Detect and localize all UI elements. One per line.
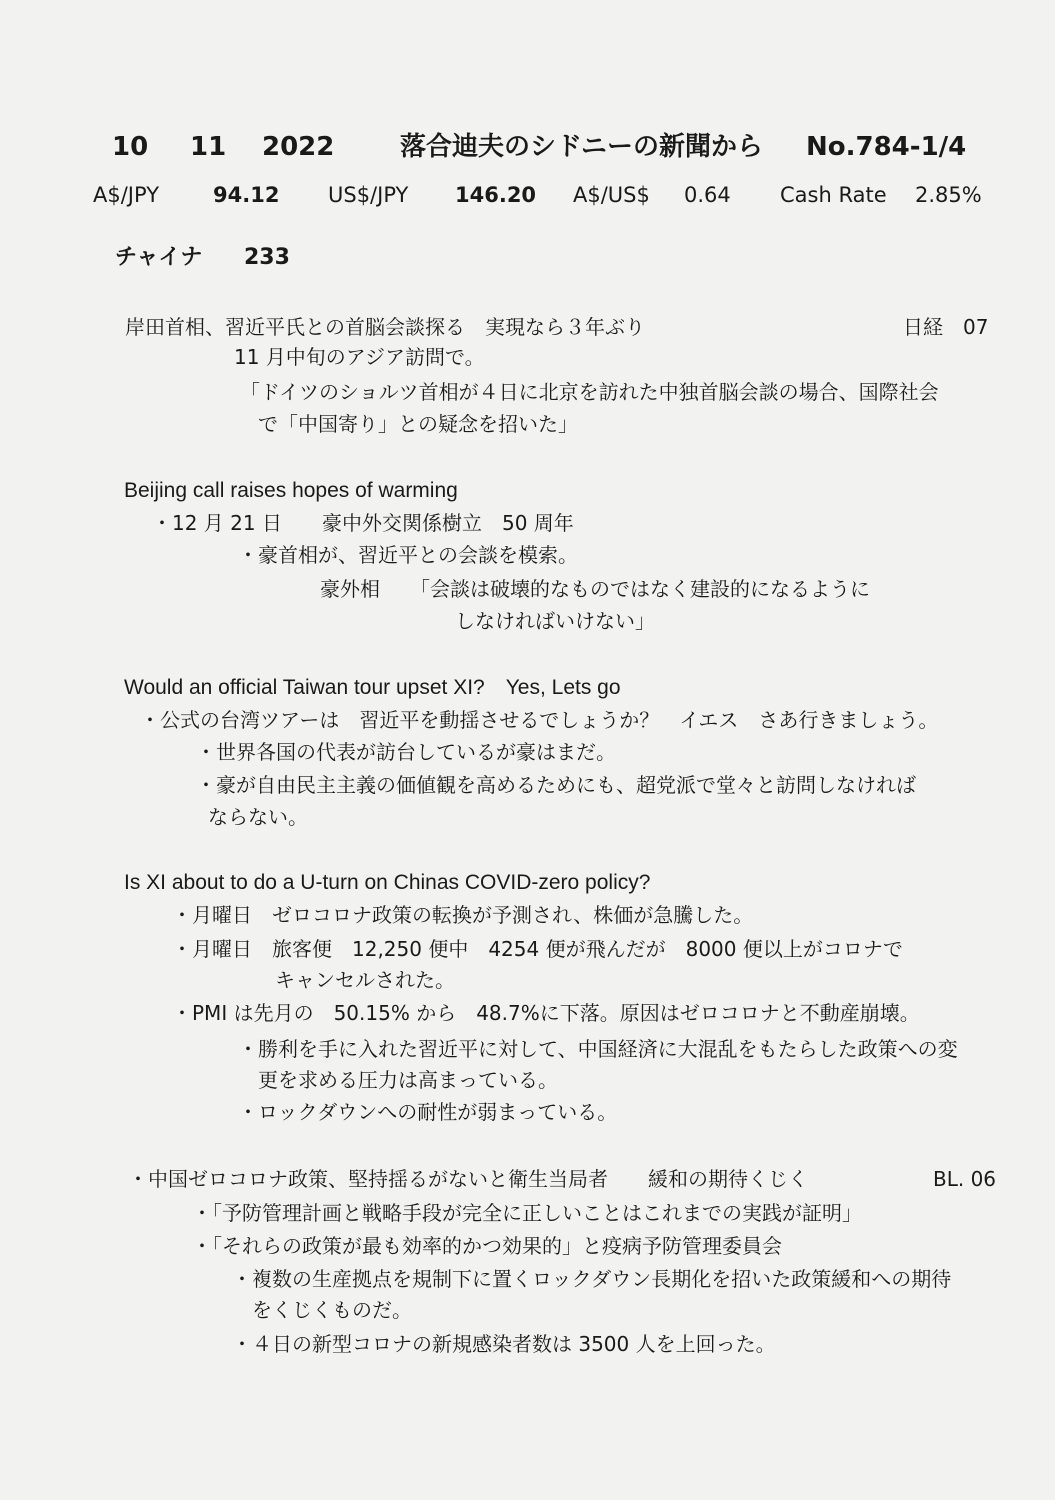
header-title: 落合迪夫のシドニーの新聞から [400,132,763,162]
section-name: チャイナ [115,245,203,270]
header-issue: No.784-1/4 [806,132,967,162]
rate-usd-jpy-label: US$/JPY [328,183,409,207]
article-2-line: 豪外相 「会談は破壊的なものではなく建設的になるように [320,577,870,601]
article-5-headline: ・中国ゼロコロナ政策、堅持揺るがないと衛生当局者 緩和の期待くじく [128,1167,808,1191]
article-4-line: ・ロックダウンへの耐性が弱まっている。 [238,1100,618,1124]
article-5-source: BL. 06 [933,1167,997,1191]
article-4-line: ・PMI は先月の 50.15% から 48.7%に下落。原因はゼロコロナと不動産崩壊。 [172,1001,920,1025]
article-5-line: ・「予防管理計画と戦略手段が完全に正しいことはこれまでの実践が証明」 [192,1201,862,1225]
article-3-line: ならない。 [208,805,308,829]
rate-aud-jpy-label: A$/JPY [93,183,160,207]
article-4-line: キャンセルされた。 [275,968,455,992]
rate-aud-jpy-value: 94.12 [213,183,280,207]
article-2-line: ・豪首相が、習近平との会談を模索。 [238,543,578,567]
article-1-source: 日経 07 [903,315,989,339]
article-3-line: ・豪が自由民主主義の価値観を高めるためにも、超党派で堂々と訪問しなければ [196,773,916,797]
article-5-line: ・４日の新型コロナの新規感染者数は 3500 人を上回った。 [232,1332,776,1356]
header-month: 11 [190,132,227,162]
header-day: 10 [112,132,149,162]
cash-rate-label: Cash Rate [780,183,887,207]
article-5-line: ・複数の生産拠点を規制下に置くロックダウン長期化を招いた政策緩和への期待 [232,1267,952,1291]
article-1-line: 11 月中旬のアジア訪問で。 [234,345,485,369]
article-3-line: ・公式の台湾ツアーは 習近平を動揺させるでしょうか？ イエス さあ行きましょう。 [140,708,939,732]
header-year: 2022 [262,132,335,162]
rate-aud-usd-label: A$/US$ [573,183,650,207]
article-4-line: ・月曜日 ゼロコロナ政策の転換が予測され、株価が急騰した。 [172,903,754,927]
article-2-line: しなければいけない」 [455,609,655,633]
article-5-line: ・「それらの政策が最も効率的かつ効果的」と疫病予防管理委員会 [192,1234,782,1258]
article-5-line: をくじくものだ。 [252,1298,412,1322]
rate-usd-jpy-value: 146.20 [455,183,537,207]
article-3-headline: Would an official Taiwan tour upset XI? Yes, Lets go [124,676,621,699]
article-4-line: 更を求める圧力は高まっている。 [258,1068,558,1092]
article-1-line: で「中国寄り」との疑念を招いた」 [258,412,578,436]
rate-aud-usd-value: 0.64 [684,183,731,207]
article-3-line: ・世界各国の代表が訪台しているが豪はまだ。 [196,740,616,764]
article-1-headline: 岸田首相、習近平氏との首脳会談探る 実現なら３年ぶり [125,315,645,339]
article-2-headline: Beijing call raises hopes of warming [124,479,458,502]
article-4-headline: Is XI about to do a U-turn on Chinas COVID-zero policy? [124,871,651,894]
section-number: 233 [244,245,290,270]
article-1-line: 「ドイツのショルツ首相が４日に北京を訪れた中独首脳会談の場合、国際社会 [240,380,939,404]
article-4-line: ・月曜日 旅客便 12,250 便中 4254 便が飛んだが 8000 便以上がコロナで [172,937,903,961]
article-2-line: ・12 月 21 日 豪中外交関係樹立 50 周年 [152,511,574,535]
cash-rate-value: 2.85% [915,183,982,207]
article-4-line: ・勝利を手に入れた習近平に対して、中国経済に大混乱をもたらした政策への変 [238,1037,958,1061]
